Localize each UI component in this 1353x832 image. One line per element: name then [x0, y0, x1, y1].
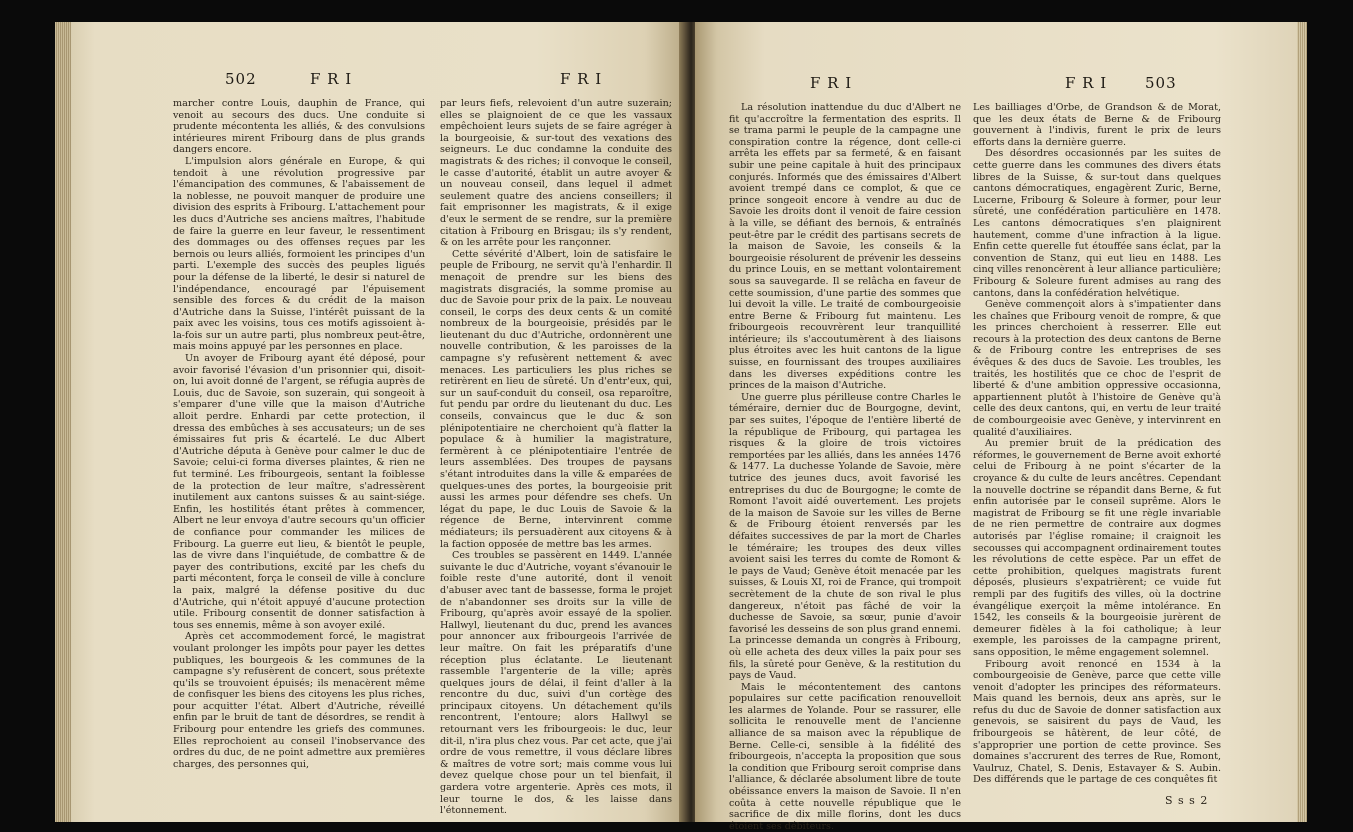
paragraph: marcher contre Louis, dauphin de France, qui venoit au secours des ducs. Une conduite si prudente mécontenta les alliés, & des convulsions intérieures mirent Fribourg dans de plus grands dangers encore.: [173, 98, 425, 156]
left-column-2: [440, 98, 672, 817]
left-page-number: 502: [225, 70, 257, 88]
right-running-head-1: F R I: [810, 74, 853, 92]
right-column-1: [729, 102, 961, 832]
paragraph: Les bailliages d'Orbe, de Grandson & de Morat, que les deux états de Berne & de Fribourg gouvernent à l'indivis, furent le prix de leurs efforts dans la dernière guerre.: [973, 102, 1221, 148]
paragraph: par leurs fiefs, relevoient d'un autre suzerain; elles se plaignoient de ce que les vassaux empêchoient leurs sujets de se faire agréger à la bourgeoisie, & sur-tout des vexations des seigneurs. Le duc condamne la conduite des magistrats & des riches; il convoque le conseil, le casse d'autorité, établit un autre avoyer & un nouveau conseil, dans lequel il admet seulement quatre des anciens conseillers; il fait emprisonner les magistrats, & il exige d'eux le serment de se rendre, sur la première citation à Fribourg en Brisgau; ils s'y rendent, & on les arrête pour les rançonner.: [440, 98, 672, 249]
paragraph: Genève commençoit alors à s'impatienter dans les chaînes que Fribourg venoit de rompre, & que les princes cherchoient à resserrer. Elle eut recours à la protection des deux cantons de Berne & de Fribourg contre les entreprises de ses évêques & des ducs de Savoie. Les troubles, les traités, les hostilités que ce choc de l'esprit de liberté & d'une ambition oppressive occasionna, appartiennent plutôt à l'histoire de Genève qu'à celle des deux cantons, qui, en vertu de leur traité de combourgeoisie avec Genève, y intervinrent en qualité d'auxiliaires.: [973, 299, 1221, 438]
right-page: [695, 22, 1307, 832]
paragraph: Mais le mécontentement des cantons populaires sur cette pacification renouvelloit les alarmes de Yolande. Pour se rassurer, elle sollicita le renouvelle ment de l'ancienne alliance de sa maison avec la république de Berne. Celle-ci, sensible à la fidélité des fribourgeois, n'accepta la proposition que sous la condition que Fribourg seroit comprise dans l'alliance, & déclarée absolument libre de toute obéissance envers la maison de Savoie. Il n'en coûta à cette nouvelle république que le sacrifice de dix mille florins, dont les ducs étoient ses débiteurs.: [729, 681, 961, 832]
left-running-head-2: F R I: [560, 70, 603, 88]
right-page-number: 503: [1145, 74, 1177, 92]
right-column-2: [973, 102, 1221, 792]
paragraph: Ces troubles se passèrent en 1449. L'année suivante le duc d'Autriche, voyant s'évanouir le foible reste d'une autorité, dont il venoit d'abuser avec tant de bassesse, forma le projet de n'abandonner ses droits sur la ville de Fribourg, qu'après avoir essayé de la spolier. Hallwyl, lieutenant du duc, prend les avances pour annoncer aux fribourgeois l'arrivée de leur maître. On fait les préparatifs d'une réception plus éclatante. Le lieutenant rassemble l'argenterie de la ville; après quelques jours de délai, il feint d'aller à la rencontre du duc, suivi d'un cortège des principaux citoyens. Un détachement qu'ils rencontrent, l'entoure; alors Hallwyl se retournant vers les fribourgeois: le duc, leur dit-il, n'ira plus chez vous. Par cet acte, que j'ai ordre de vous remettre, il vous déclare libres & maîtres de votre sort; mais comme vous lui devez quelque chose pour un tel bienfait, il gardera votre argenterie. Après ces mots, il leur tourne le dos, & les laisse dans l'étonnement.: [440, 550, 672, 817]
left-running-head-1: F R I: [310, 70, 353, 88]
paragraph: Cette sévérité d'Albert, loin de satisfaire le peuple de Fribourg, ne servit qu'à l'enhardir. Il menaçoit de prendre sur les biens des magistrats disgraciés, la somme promise au duc de Savoie pour prix de la paix. Le nouveau conseil, le corps des deux cents & un comité nombreux de la bourgeoisie, présidés par le lieutenant du duc d'Autriche, ordonnèrent une nouvelle contribution, & les paroisses de la campagne s'y refusèrent nettement & avec menaces. Les particuliers les plus riches se retirèrent en lieu de sûreté. Un d'entr'eux, qui, sur un sauf-conduit du conseil, osa reparoître, fut pendu par ordre du lieutenant du duc. Les conseils, convaincus que le duc & son plénipotentiaire ne cherchoient qu'à flatter la populace & à humilier la magistrature, fermèrent à ce plénipotentiaire l'entrée de leurs assemblées. Des troupes de paysans s'étant introduites dans la ville & emparées de quelques-unes des portes, la bourgeoisie prit aussi les armes pour défendre ses chefs. Un légat du pape, le duc Louis de Savoie & la régence de Berne, intervinrent comme médiateurs; ils persuadèrent aux citoyens & à la faction opposée de mettre bas les armes.: [440, 248, 672, 550]
open-book: [55, 22, 1305, 832]
paragraph: Une guerre plus périlleuse contre Charles le téméraire, dernier duc de Bourgogne, devint, par ses suites, l'époque de l'entière liberté de la république de Fribourg, qui partagea les risques & la gloire de trois victoires remportées par les alliés, dans les années 1476 & 1477. La duchesse Yolande de Savoie, mère tutrice des jeunes ducs, avoit favorisé les entreprises du duc de Bourgogne; le comte de Romont l'avoit aidé ouvertement. Les projets de la maison de Savoie sur les villes de Berne & de Fribourg étoient renversés par les défaites successives de par la mort de Charles le téméraire; les troupes des deux villes avoient saisi les terres du comte de Romont & le pays de Vaud; Genève étoit menacée par les suisses, & Louis XI, roi de France, qui trompoit secrètement de la chute de son rival le plus dangereux, n'étoit pas fâché de voir la duchesse de Savoie, sa sœur, punie d'avoir favorisé les desseins de son plus grand ennemi. La princesse demanda un congrès à Fribourg, où elle acheta des deux villes la paix pour ses fils, la sûreté pour Genève, & la restitution du pays de Vaud.: [729, 391, 961, 682]
paragraph: Un avoyer de Fribourg ayant été déposé, pour avoir favorisé l'évasion d'un prisonnier qui, disoit-on, lui avoit donné de l'argent, se réfugia auprès de Louis, duc de Savoie, son suzerain, qui songeoit à s'emparer d'une ville que la maison d'Autriche alloit perdre. Enhardi par cette protection, il dressa des embûches à ses accusateurs; un de ses émissaires fut pris & écartelé. Le duc Albert d'Autriche députa à Genève pour calmer le duc de Savoie; celui-ci forma diverses plaintes, & rien ne fut terminé. Les fribourgeois, sentant la foiblesse de la protection de leur maître, s'adressèrent inutilement aux cantons suisses & au saint-siége. Enfin, les hostilités étant prêtes à commencer, Albert ne leur envoya d'autre secours qu'un officier de confiance pour commander les milices de Fribourg. La guerre eut lieu, & bientôt le peuple, las de vivre dans l'inquiétude, de combattre & de payer des contributions, excité par les chefs du parti mécontent, força le conseil de ville à conclure la paix, malgré la défense positive du duc d'Autriche, qui n'étoit appuyé d'aucune protection utile. Fribourg consentit de donner satisfaction à tous ses ennemis, même à son avoyer exilé.: [173, 353, 425, 631]
paragraph: Fribourg avoit renoncé en 1534 à la combourgeoisie de Genève, parce que cette ville venoit d'adopter les principes des réformateurs. Mais quand les bernois, deux ans après, sur le refus du duc de Savoie de donner satisfaction aux genevois, se saisirent du pays de Vaud, les fribourgeois se hâtèrent, de leur côté, de s'approprier une portion de cette province. Ses domaines s'accrurent des terres de Rue, Romont, Vaulruz, Chatel, S. Denis, Estavayer & S. Aubin. Des différends que le partage de ces conquêtes fit: [973, 658, 1221, 786]
signature-mark: S s s 2: [1165, 794, 1209, 807]
right-running-head-2: F R I: [1065, 74, 1108, 92]
paragraph: Des désordres occasionnés par les suites de cette guerre dans les communes des divers états libres de la Suisse, & sur-tout dans quelques cantons démocratiques, engagèrent Zuric, Berne, Lucerne, Fribourg & Soleure à former, pour leur sûreté, une confédération particulière en 1478. Les cantons démocratiques s'en plaignirent hautement, comme d'une infraction à la ligue. Enfin cette querelle fut étouffée sans éclat, par la convention de Stanz, qui eut lieu en 1488. Les cinq villes renoncèrent à leur alliance particulière; Fribourg & Soleure furent admises au rang des cantons, dans la confédération helvétique.: [973, 148, 1221, 299]
paragraph: L'impulsion alors générale en Europe, & qui tendoit à une révolution progressive par l'émancipation des communes, & l'abaissement de la noblesse, ne pouvoit manquer de produire une division des esprits à Fribourg. L'attachement pour les ducs d'Autriche ses anciens maîtres, l'habitude de faire la guerre en leur faveur, le ressentiment des dommages ou des offenses reçues par les bernois ou leurs alliés, formoient les principes d'un parti. L'exemple des succès des peuples ligués pour la défense de la liberté, le desir si naturel de l'indépendance, encouragé par l'épuisement sensible des forces & du crédit de la maison d'Autriche dans la Suisse, l'intérêt puissant de la paix avec les voisins, tous ces motifs agissoient à-la-fois sur un autre parti, plus nombreux peut-être, mais moins appuyé par les personnes en place.: [173, 155, 425, 353]
paragraph: Au premier bruit de la prédication des réformes, le gouvernement de Berne avoit exhorté celui de Fribourg à ne point s'écarter de la croyance & du culte de leurs ancêtres. Cependant la nouvelle doctrine se répandit dans Berne, & fut enfin autorisée par le conseil suprême. Alors le magistrat de Fribourg se fit une règle invariable de ne rien permettre de contraire aux dogmes autorisés par l'église romaine; il craignoit les secousses qui accompagnent ordinairement toutes les révolutions de cette espèce. Par un effet de cette prohibition, quelques magistrats furent déposés, plusieurs s'expatrièrent; ce vuide fut rempli par des fugitifs des villes, où la doctrine évangélique exerçoit la même intolérance. En 1542, les conseils & la bourgeoisie jurèrent de demeurer fidèles à la foi catholique; à leur exemple, les paroisses de la campagne prirent, sans opposition, le même engagement solemnel.: [973, 438, 1221, 658]
left-page: [55, 22, 685, 822]
left-column-1: [173, 98, 425, 798]
left-page-edge: [55, 22, 71, 822]
right-page-edge: [1297, 22, 1307, 822]
paragraph: Après cet accommodement forcé, le magistrat voulant prolonger les impôts pour payer les dettes publiques, les bourgeois & les communes de la campagne s'y refusèrent de concert, sous prétexte qu'ils se trouvoient épuisés; ils menacèrent même de confisquer les biens des citoyens les plus riches, pour acquitter l'état. Albert d'Autriche, réveillé enfin par le bruit de tant de désordres, se rendit à Fribourg pour entendre les griefs des communes. Elles reprochoient au conseil l'inobservance des ordres du duc, de ne point admettre aux premières charges, des personnes qui,: [173, 631, 425, 770]
paragraph: La résolution inattendue du duc d'Albert ne fit qu'accroître la fermentation des esprits. Il se trama parmi le peuple de la campagne une conspiration contre la régence, dont celle-ci arrêta les effets par sa fermeté, & en faisant subir une peine capitale à huit des principaux conjurés. Informés que des émissaires d'Albert avoient trempé dans ce complot, & que ce prince songeoit encore à vendre au duc de Savoie les droits dont il venoit de faire cession à la ville, se défiant des bernois, & entraînés peut-être par le crédit des partisans secrets de la maison de Savoie, les conseils & la bourgeoisie résolurent de prévenir les desseins du prince Louis, en se mettant volontairement sous sa sauvegarde. Il se relâcha en faveur de cette soumission, d'une partie des sommes que lui devoit la ville. Le traité de combourgeoisie entre Berne & Fribourg fut maintenu. Les fribourgeois recouvrèrent leur tranquillité intérieure; ils s'accoutumèrent à des liaisons plus étroites avec les huit cantons de la ligue suisse, en fournissant des troupes auxiliaires dans les diverses expéditions contre les princes de la maison d'Autriche.: [729, 102, 961, 392]
